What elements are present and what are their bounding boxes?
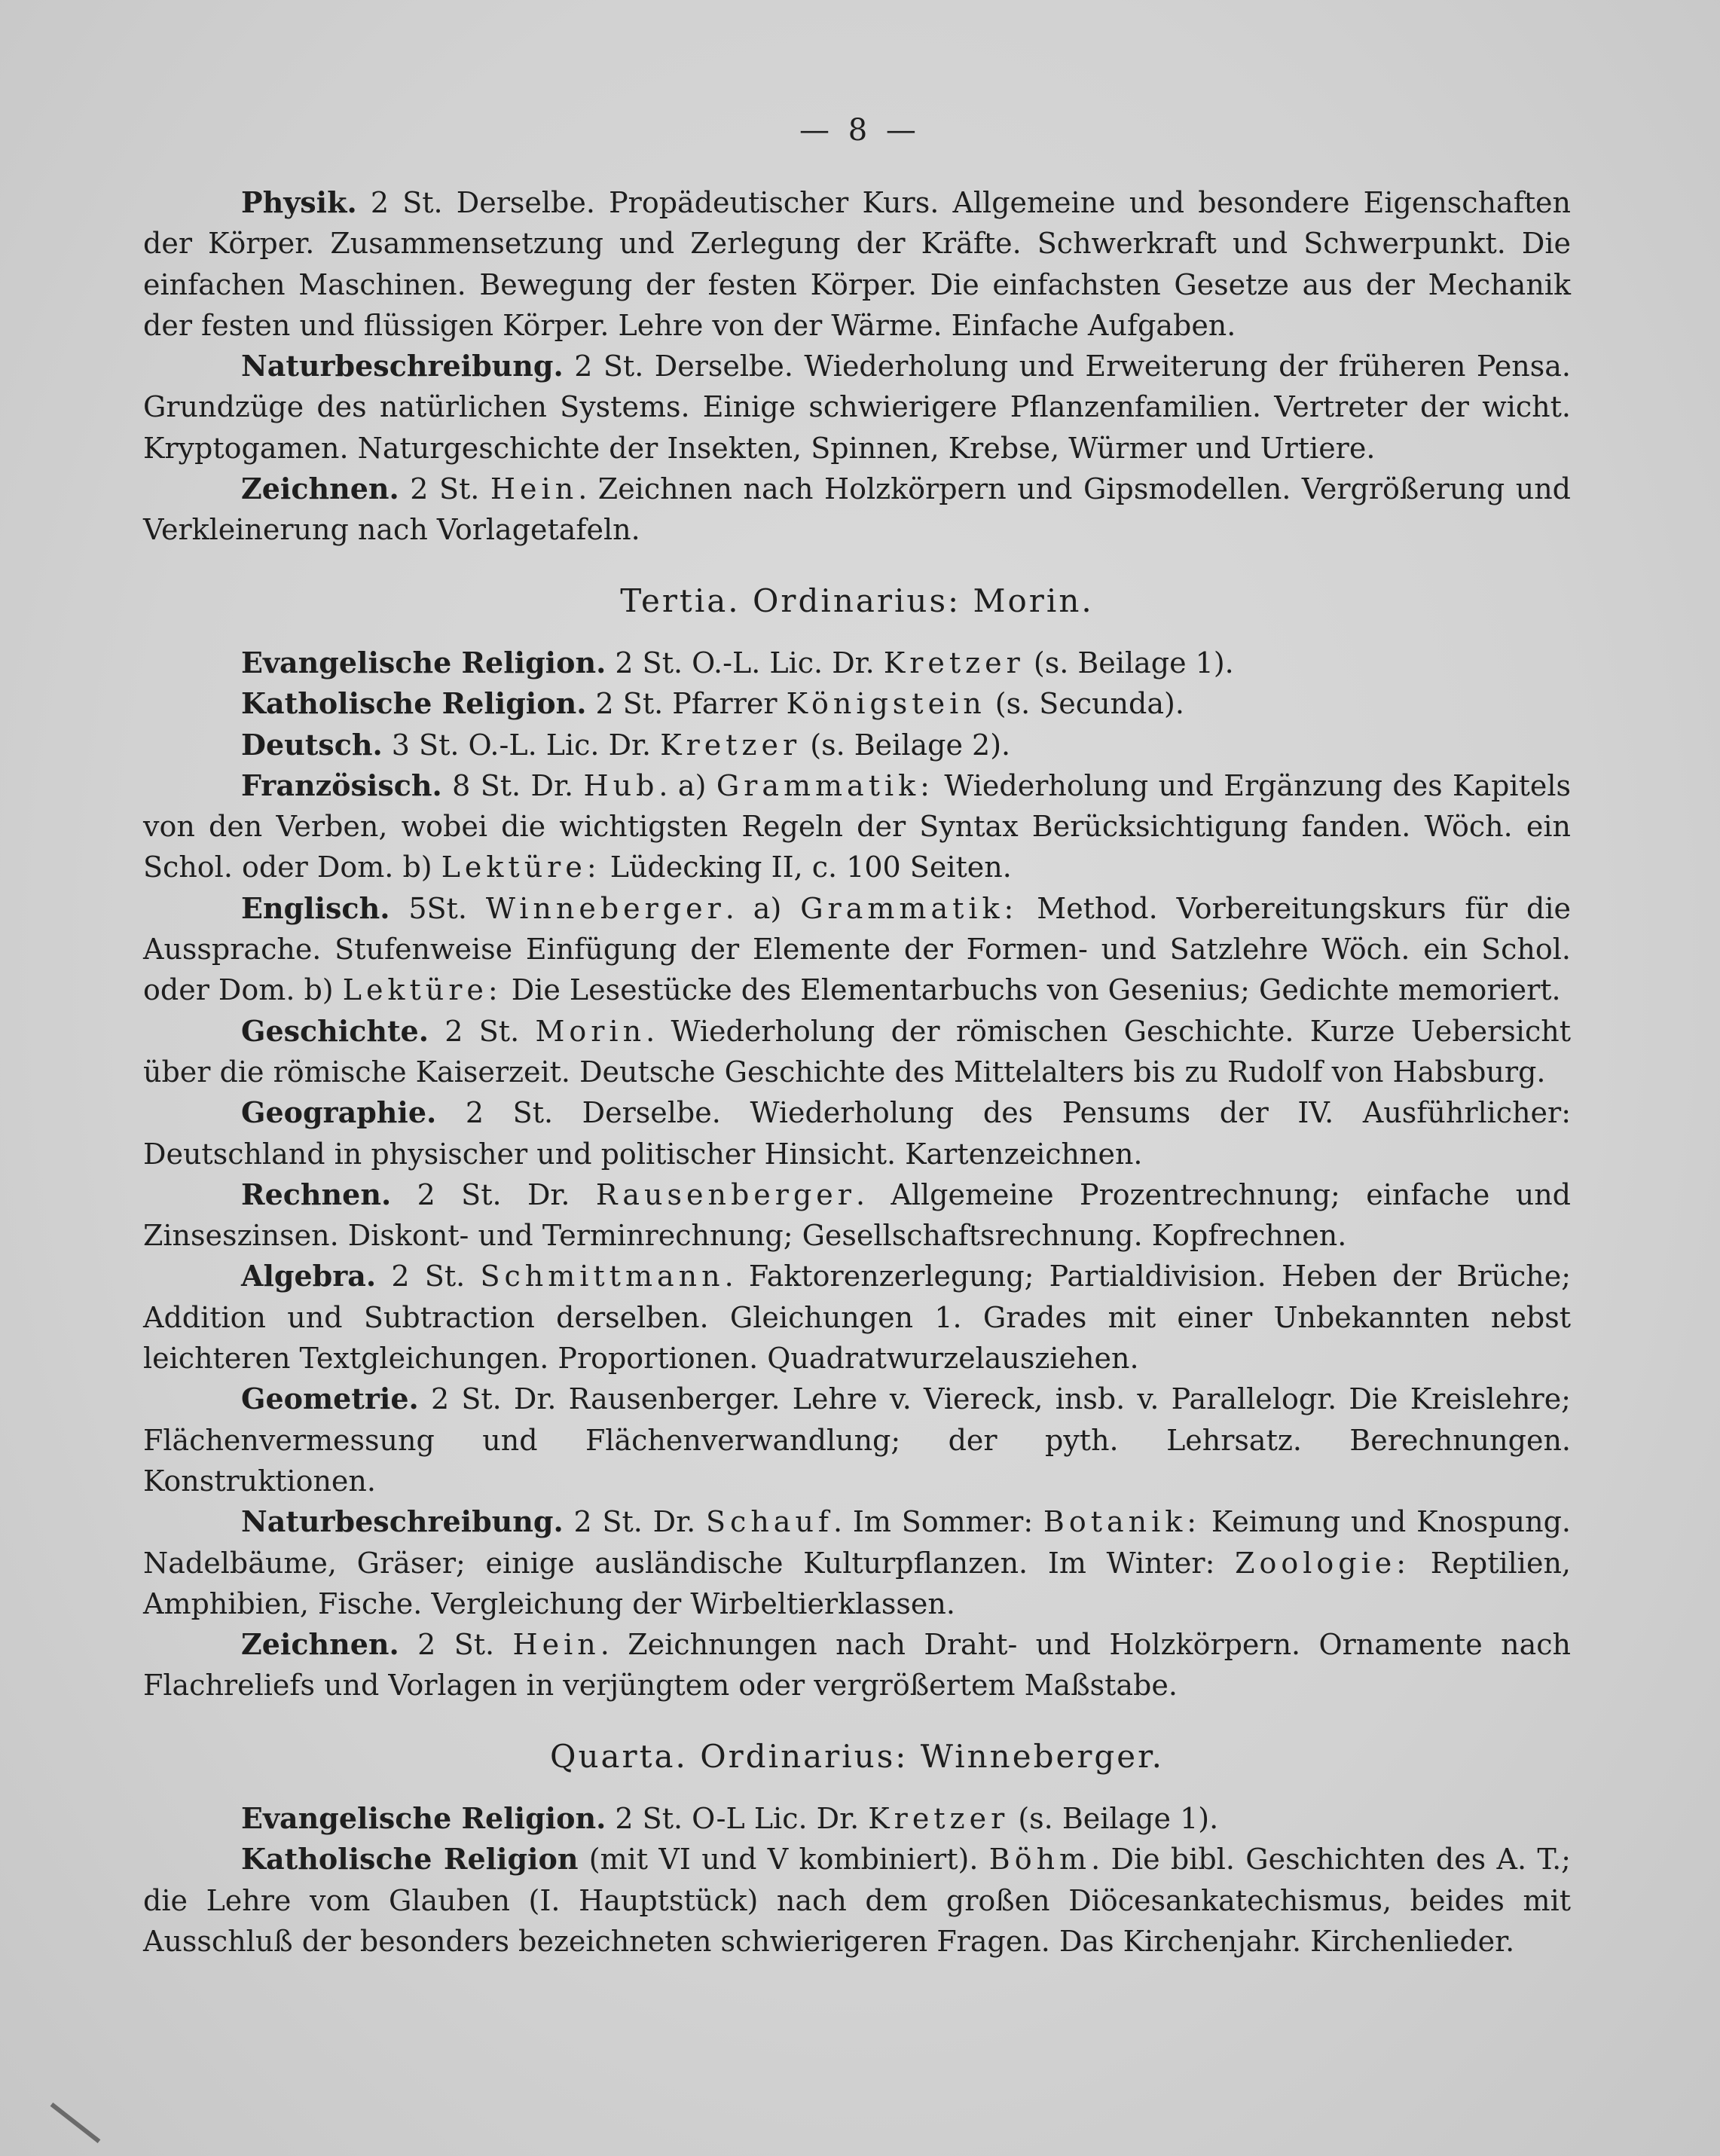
teacher-name: Morin	[535, 1014, 646, 1048]
subject-title: Geographie.	[241, 1095, 437, 1130]
subject-entry: Englisch. 5St. Winneberger. a) Grammatik: Method. Vorbereitungskurs für die Aussprache. Stufenweise Einfügung der Elemente der Formen- und Satzlehre Wöch. ein Schol. oder Dom. b) Lektüre: Die Lesestücke des Elementarbuchs von Gesenius; Gedichte memoriert.	[143, 890, 1571, 1007]
subject-entry: Französisch. 8 St. Dr. Hub. a) Grammatik: Wiederholung und Ergänzung des Kapitels von den Verben, wobei die wichtigsten Regeln der Syntax Berücksichtigung fanden. Wöch. ein Schol. oder Dom. b) Lektüre: Lüdecking II, c. 100 Seiten.	[143, 768, 1571, 884]
subject-title: Französisch.	[241, 768, 442, 802]
subject-entry: Rechnen. 2 St. Dr. Rausenberger. Allgemeine Prozentrechnung; einfache und Zinseszinsen. Diskont- und Terminrechnung; Gesellschaftsrechnung. Kopfrechnen.	[143, 1177, 1571, 1253]
section-heading-tertia: Tertia. Ordinarius: Morin.	[620, 582, 1094, 619]
subject-title: Naturbeschreibung.	[241, 349, 564, 383]
subject-title: Evangelische Religion.	[241, 645, 606, 679]
teacher-name: Kretzer	[660, 728, 802, 762]
teacher-name: Hub	[583, 768, 659, 802]
entry-text: 2 St. Derselbe. Wiederholung und Erweiterung der früheren Pensa. Grundzüge des natürlichen Systems. Einige schwierigere Pflanzenfamilien. Vertreter der wicht. Kryptogamen. Naturgeschichte der Insekten, Spinnen, Krebse, Würmer und Urtiere.	[143, 350, 1571, 465]
subject-entry: Katholische Religion (mit VI und V kombiniert). Böhm. Die bibl. Geschichten des A. T.; die Lehre vom Glauben (I. Hauptstück) nach dem großen Diöcesankatechismus, beides mit Ausschluß der besonders bezeichneten schwierigeren Fragen. Das Kirchenjahr. Kirchenlieder.	[143, 1842, 1571, 1958]
teacher-name: Hein	[490, 472, 579, 506]
spaced-term: Grammatik:	[800, 891, 1019, 925]
subject-title: Rechnen.	[241, 1177, 392, 1211]
teacher-name: Rausenberger	[595, 1177, 856, 1211]
teacher-name: Schmittmann	[480, 1260, 725, 1293]
teacher-name: Winneberger	[485, 891, 726, 925]
subject-entry: Naturbeschreibung. 2 St. Dr. Schauf. Im Sommer: Botanik: Keimung und Knospung. Nadelbäume, Gräser; einige ausländische Kulturpflanzen. Im Winter: Zoologie: Reptilien, Amphibien, Fische. Vergleichung der Wirbeltierklassen.	[143, 1504, 1571, 1620]
subject-entry: Algebra. 2 St. Schmittmann. Faktorenzerlegung; Partialdivision. Heben der Brüche; Addition und Subtraction derselben. Gleichungen 1. Grades mit einer Unbekannten nebst leichteren Textgleichungen. Proportionen. Quadratwurzelausziehen.	[143, 1259, 1571, 1376]
subject-title: Physik.	[241, 185, 357, 219]
section-heading-quarta: Quarta. Ordinarius: Winneberger.	[550, 1737, 1164, 1775]
teacher-name: Königstein	[786, 687, 986, 721]
subject-title: Zeichnen.	[241, 1627, 399, 1662]
spaced-term: Lektüre:	[342, 973, 503, 1007]
subject-entry: Evangelische Religion. 2 St. O-L Lic. Dr. Kretzer (s. Beilage 1).	[241, 1800, 1219, 1835]
subject-title: Katholische Religion	[241, 1842, 579, 1877]
subject-title: Geometrie.	[241, 1382, 419, 1416]
subject-entry: Geschichte. 2 St. Morin. Wiederholung der römischen Geschichte. Kurze Uebersicht über die römische Kaiserzeit. Deutsche Geschichte des Mittelalters bis zu Rudolf von Habsburg.	[143, 1013, 1571, 1089]
teacher-name: Hein	[512, 1628, 600, 1662]
subject-entry: Zeichnen. 2 St. Hein. Zeichnungen nach Draht- und Holzkörpern. Ornamente nach Flachreliefs und Vorlagen in verjüngtem oder vergrößertem Maßstabe.	[143, 1627, 1572, 1703]
spaced-term: Grammatik:	[716, 768, 934, 802]
spaced-term: Lektüre:	[441, 850, 601, 884]
subject-entry: Zeichnen. 2 St. Hein. Zeichnen nach Holzkörpern und Gipsmodellen. Vergrößerung und Verkleinerung nach Vorlagetafeln.	[143, 472, 1572, 547]
teacher-name: Schauf	[706, 1505, 833, 1539]
subject-title: Katholische Religion.	[241, 686, 587, 721]
subject-entry	[143, 346, 1571, 469]
teacher-name: Böhm	[988, 1843, 1092, 1877]
scan-artifact	[50, 2103, 101, 2143]
subject-title: Algebra.	[241, 1259, 377, 1293]
subject-title: Evangelische Religion.	[241, 1800, 606, 1835]
subject-entry: Katholische Religion. 2 St. Pfarrer Königstein (s. Secunda).	[241, 686, 1184, 721]
subject-title: Geschichte.	[241, 1013, 429, 1048]
teacher-name: Kretzer	[868, 1801, 1010, 1835]
subject-title: Zeichnen.	[241, 472, 399, 506]
page-number: — 8 —	[799, 113, 921, 148]
spaced-term: Zoologie:	[1235, 1546, 1411, 1580]
subject-title: Deutsch.	[241, 727, 383, 762]
subject-entry: Deutsch. 3 St. O.-L. Lic. Dr. Kretzer (s. Beilage 2).	[241, 727, 1011, 762]
spaced-term: Botanik:	[1043, 1505, 1202, 1539]
entry-text: 2 St. Derselbe. Propädeutischer Kurs. Allgemeine und besondere Eigenschaften der Körper. Zusammensetzung und Zerlegung der Kräfte. Schwerkraft und Schwerpunkt. Die einfachen Maschinen. Bewegung der festen Körper. Die einfachsten Gesetze aus der Mechanik der festen und flüssigen Körper. Lehre von der Wärme. Einfache Aufgaben.	[143, 186, 1571, 342]
subject-title: Naturbeschreibung.	[241, 1504, 564, 1539]
teacher-name: Kretzer	[883, 646, 1025, 679]
subject-entry: Evangelische Religion. 2 St. O.-L. Lic. Dr. Kretzer (s. Beilage 1).	[241, 645, 1234, 679]
subject-entry: Geometrie. 2 St. Dr. Rausenberger. Lehre v. Viereck, insb. v. Parallelogr. Die Kreislehre; Flächenvermessung und Flächenverwandlung; der pyth. Lehrsatz. Berechnungen. Konstruktionen.	[143, 1382, 1571, 1498]
page-content	[143, 182, 1571, 1962]
subject-entry: Geographie. 2 St. Derselbe. Wiederholung des Pensums der IV. Ausführlicher: Deutschland in physischer und politischer Hinsicht. Kartenzeichnen.	[143, 1095, 1571, 1171]
subject-title: Englisch.	[241, 890, 390, 925]
subject-entry	[143, 182, 1571, 346]
